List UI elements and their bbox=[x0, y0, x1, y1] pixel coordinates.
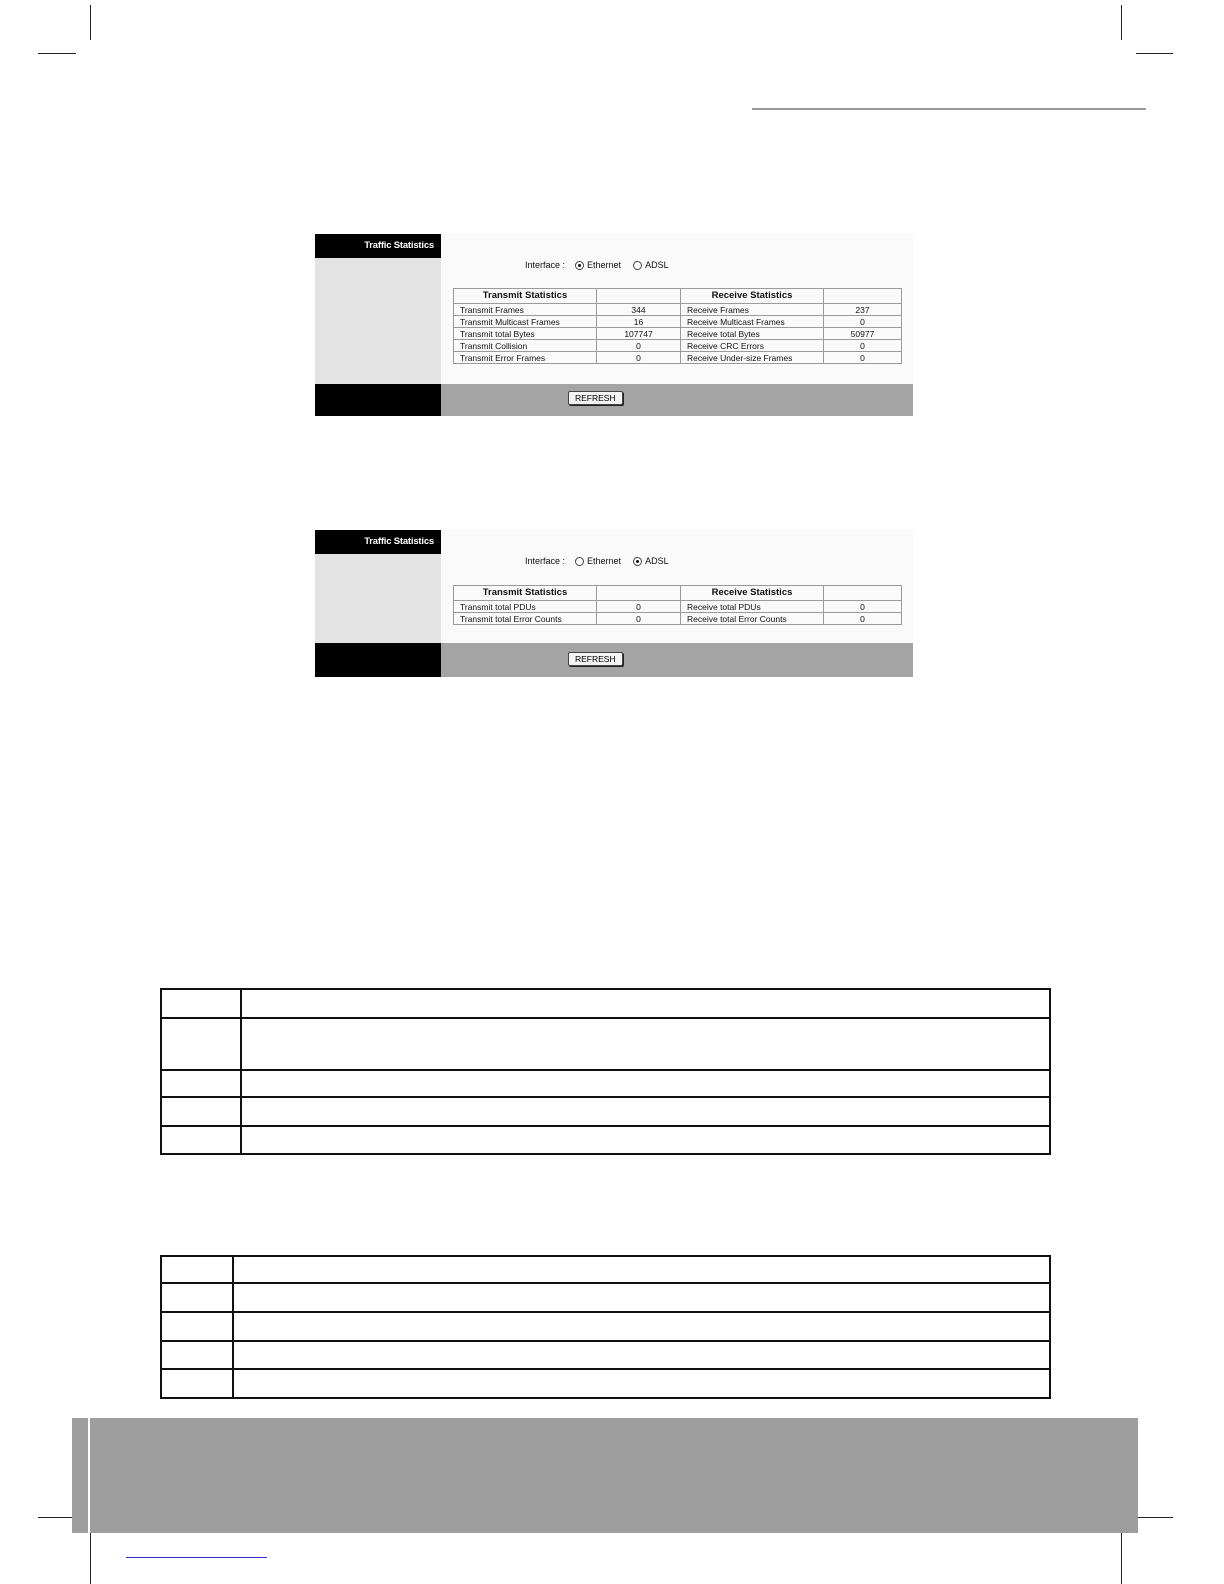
table-cell bbox=[161, 1283, 233, 1312]
crop-mark bbox=[38, 53, 76, 54]
ethernet-option-label: Ethernet bbox=[587, 556, 622, 566]
table-row bbox=[161, 1341, 1050, 1369]
adsl-radio[interactable] bbox=[633, 557, 642, 566]
footer-bar-left bbox=[315, 643, 441, 677]
table-cell bbox=[241, 989, 1050, 1018]
rx-label: Receive Under-size Frames bbox=[681, 352, 824, 364]
receive-header: Receive Statistics bbox=[681, 586, 824, 601]
transmit-header: Transmit Statistics bbox=[454, 289, 597, 304]
tx-value: 0 bbox=[597, 340, 681, 352]
ethernet-option-label: Ethernet bbox=[587, 260, 622, 270]
receive-header: Receive Statistics bbox=[681, 289, 824, 304]
table-cell bbox=[241, 1126, 1050, 1154]
tx-value: 16 bbox=[597, 316, 681, 328]
traffic-statistics-panel-ethernet bbox=[315, 234, 913, 416]
footer-bar bbox=[441, 643, 913, 677]
rx-label: Receive total PDUs bbox=[681, 601, 824, 613]
interface-selector bbox=[525, 556, 669, 566]
tx-value: 0 bbox=[597, 613, 681, 625]
ethernet-radio[interactable] bbox=[575, 261, 584, 270]
table-row bbox=[454, 613, 902, 625]
table-row bbox=[161, 1256, 1050, 1283]
blank-table-1 bbox=[160, 988, 1051, 1155]
crop-mark bbox=[90, 5, 91, 40]
tx-label: Transmit Collision bbox=[454, 340, 597, 352]
header-rule bbox=[752, 108, 1146, 110]
tx-value: 107747 bbox=[597, 328, 681, 340]
transmit-header: Transmit Statistics bbox=[454, 586, 597, 601]
table-row bbox=[161, 1283, 1050, 1312]
table-row bbox=[454, 352, 902, 364]
table-row bbox=[454, 328, 902, 340]
crop-mark bbox=[90, 1533, 91, 1584]
table-row bbox=[161, 1312, 1050, 1341]
statistics-table bbox=[453, 585, 902, 625]
crop-mark bbox=[1121, 1533, 1122, 1584]
refresh-button[interactable]: REFRESH bbox=[568, 391, 623, 405]
table-cell bbox=[233, 1283, 1050, 1312]
rx-value: 0 bbox=[824, 316, 902, 328]
rx-label: Receive total Bytes bbox=[681, 328, 824, 340]
table-cell bbox=[241, 1070, 1050, 1097]
header-spacer bbox=[597, 289, 681, 304]
table-row bbox=[454, 316, 902, 328]
rx-label: Receive total Error Counts bbox=[681, 613, 824, 625]
rx-value: 0 bbox=[824, 352, 902, 364]
adsl-option-label: ADSL bbox=[645, 556, 669, 566]
interface-label: Interface : bbox=[525, 556, 566, 566]
rx-value: 237 bbox=[824, 304, 902, 316]
footer-band bbox=[72, 1418, 1138, 1533]
header-spacer bbox=[824, 586, 902, 601]
rx-value: 0 bbox=[824, 613, 902, 625]
table-row bbox=[161, 989, 1050, 1018]
adsl-radio[interactable] bbox=[633, 261, 642, 270]
rx-value: 50977 bbox=[824, 328, 902, 340]
table-cell bbox=[233, 1369, 1050, 1398]
interface-label: Interface : bbox=[525, 260, 566, 270]
table-row bbox=[161, 1018, 1050, 1070]
crop-mark bbox=[38, 1517, 76, 1518]
table-cell bbox=[233, 1256, 1050, 1283]
tx-value: 0 bbox=[597, 601, 681, 613]
footer-link-underline[interactable] bbox=[126, 1557, 267, 1558]
rx-label: Receive CRC Errors bbox=[681, 340, 824, 352]
table-row bbox=[161, 1126, 1050, 1154]
table-row bbox=[161, 1369, 1050, 1398]
sidebar-title: Traffic Statistics bbox=[315, 234, 441, 258]
tx-value: 344 bbox=[597, 304, 681, 316]
table-row bbox=[454, 304, 902, 316]
table-cell bbox=[161, 1312, 233, 1341]
adsl-option-label: ADSL bbox=[645, 260, 669, 270]
table-cell bbox=[161, 1369, 233, 1398]
tx-label: Transmit total Error Counts bbox=[454, 613, 597, 625]
crop-mark bbox=[1136, 53, 1173, 54]
traffic-statistics-panel-adsl bbox=[315, 530, 913, 677]
blank-table-2 bbox=[160, 1255, 1051, 1399]
table-cell bbox=[241, 1097, 1050, 1126]
tx-label: Transmit total Bytes bbox=[454, 328, 597, 340]
tx-label: Transmit Error Frames bbox=[454, 352, 597, 364]
ethernet-radio[interactable] bbox=[575, 557, 584, 566]
rx-label: Receive Multicast Frames bbox=[681, 316, 824, 328]
header-spacer bbox=[824, 289, 902, 304]
table-cell bbox=[161, 1256, 233, 1283]
crop-mark bbox=[1136, 1517, 1173, 1518]
rx-value: 0 bbox=[824, 601, 902, 613]
statistics-table bbox=[453, 288, 902, 364]
table-row bbox=[161, 1097, 1050, 1126]
table-cell bbox=[161, 1341, 233, 1369]
footer-bar-left bbox=[315, 384, 441, 416]
table-cell bbox=[161, 1070, 241, 1097]
header-spacer bbox=[597, 586, 681, 601]
crop-mark bbox=[1121, 5, 1122, 40]
tx-label: Transmit Multicast Frames bbox=[454, 316, 597, 328]
table-row bbox=[161, 1070, 1050, 1097]
table-cell bbox=[161, 1097, 241, 1126]
table-cell bbox=[233, 1312, 1050, 1341]
tx-label: Transmit Frames bbox=[454, 304, 597, 316]
table-cell bbox=[161, 1018, 241, 1070]
footer-band-divider bbox=[88, 1418, 90, 1533]
refresh-button[interactable]: REFRESH bbox=[568, 652, 623, 666]
table-row bbox=[454, 601, 902, 613]
table-cell bbox=[233, 1341, 1050, 1369]
table-cell bbox=[161, 989, 241, 1018]
interface-selector bbox=[525, 260, 669, 270]
tx-value: 0 bbox=[597, 352, 681, 364]
rx-value: 0 bbox=[824, 340, 902, 352]
rx-label: Receive Frames bbox=[681, 304, 824, 316]
tx-label: Transmit total PDUs bbox=[454, 601, 597, 613]
footer-bar bbox=[441, 384, 913, 416]
table-row bbox=[454, 340, 902, 352]
table-cell bbox=[241, 1018, 1050, 1070]
table-cell bbox=[161, 1126, 241, 1154]
sidebar-title: Traffic Statistics bbox=[315, 530, 441, 554]
